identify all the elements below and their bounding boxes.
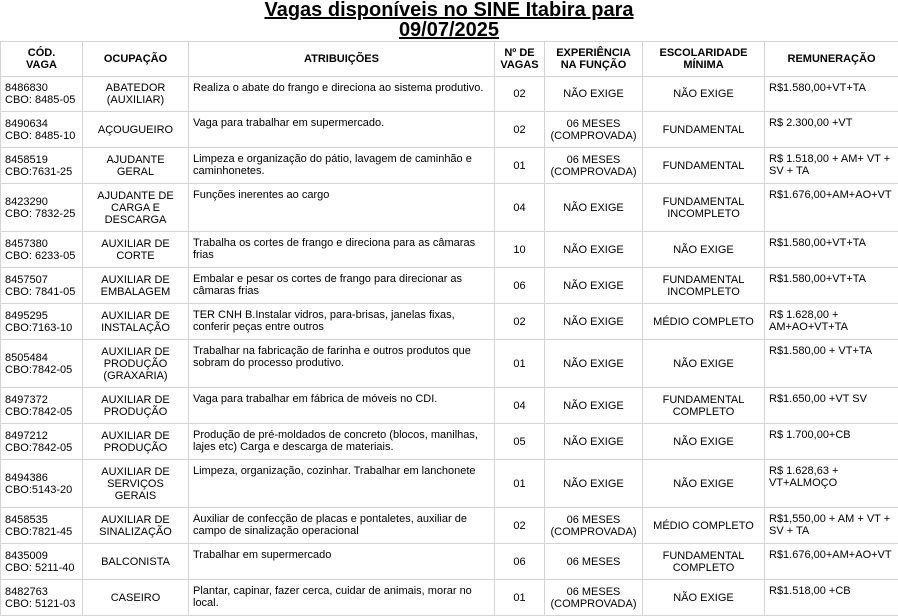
vacancy-code-cell: 8490634 CBO: 8485-10 (1, 112, 83, 148)
occupation-cell: AJUDANTE DE CARGA E DESCARGA (83, 184, 189, 232)
salary-cell: R$ 2.300,00 +VT (765, 112, 898, 148)
salary-cell: R$1.580,00+VT+TA (765, 268, 898, 304)
occupation-cell: AUXILIAR DE SINALIZAÇÃO (83, 508, 189, 544)
education-cell: FUNDAMENTAL INCOMPLETO (643, 268, 765, 304)
vacancy-count-cell: 10 (495, 232, 545, 268)
occupation-cell: AÇOUGUEIRO (83, 112, 189, 148)
salary-cell: R$1.650,00 +VT SV (765, 388, 898, 424)
education-cell: FUNDAMENTAL (643, 112, 765, 148)
vacancy-code-cell: 8435009 CBO: 5211-40 (1, 544, 83, 580)
vacancy-code-cell: 8458519 CBO:7631-25 (1, 148, 83, 184)
occupation-cell: AJUDANTE GERAL (83, 148, 189, 184)
duties-cell: Auxiliar de confecção de placas e pontaletes, auxiliar de campo de sinalização operacional (189, 508, 495, 544)
table-row (1, 268, 898, 304)
table-row (1, 388, 898, 424)
education-cell: NÃO EXIGE (643, 424, 765, 460)
header-escolaridade: ESCOLARIDADE MÍNIMA (643, 42, 765, 77)
table-row (1, 460, 898, 508)
occupation-cell: AUXILIAR DE CORTE (83, 232, 189, 268)
salary-cell: R$1,550,00 + AM + VT + SV + TA (765, 508, 898, 544)
education-cell: NÃO EXIGE (643, 232, 765, 268)
salary-cell: R$1.676,00+AM+AO+VT (765, 544, 898, 580)
table-row (1, 580, 898, 616)
vacancy-code-cell: 8458535 CBO:7821-45 (1, 508, 83, 544)
vacancy-count-cell: 04 (495, 184, 545, 232)
vacancy-code-cell: 8495295 CBO:7163-10 (1, 304, 83, 340)
vacancy-count-cell: 01 (495, 580, 545, 616)
header-ocupacao: OCUPAÇÃO (83, 42, 189, 77)
table-row (1, 304, 898, 340)
table-row (1, 424, 898, 460)
occupation-cell: AUXILIAR DE PRODUÇÃO (GRAXARIA) (83, 340, 189, 388)
duties-cell: Limpeza, organização, cozinhar. Trabalhar em lanchonete (189, 460, 495, 508)
vacancy-count-cell: 02 (495, 508, 545, 544)
vacancy-count-cell: 02 (495, 304, 545, 340)
salary-cell: R$1.518,00 +CB (765, 580, 898, 616)
experience-cell: NÃO EXIGE (545, 268, 643, 304)
education-cell: FUNDAMENTAL (643, 148, 765, 184)
salary-cell: R$ 1.628,63 + VT+ALMOÇO (765, 460, 898, 508)
education-cell: FUNDAMENTAL COMPLETO (643, 388, 765, 424)
vacancy-count-cell: 05 (495, 424, 545, 460)
table-row (1, 77, 898, 112)
duties-cell: Realiza o abate do frango e direciona ao sistema produtivo. (189, 77, 495, 112)
vacancy-code-cell: 8457380 CBO: 6233-05 (1, 232, 83, 268)
table-row (1, 544, 898, 580)
experience-cell: 06 MESES (545, 544, 643, 580)
duties-cell: Trabalhar na fabricação de farinha e outros produtos que sobram do processo produtivo. (189, 340, 495, 388)
duties-cell: Vaga para trabalhar em fábrica de móveis no CDI. (189, 388, 495, 424)
salary-cell: R$ 1.518,00 + AM+ VT + SV + TA (765, 148, 898, 184)
table-row (1, 112, 898, 148)
education-cell: MÉDIO COMPLETO (643, 304, 765, 340)
experience-cell: NÃO EXIGE (545, 232, 643, 268)
vacancy-count-cell: 02 (495, 112, 545, 148)
vacancy-code-cell: 8497212 CBO:7842-05 (1, 424, 83, 460)
vacancy-count-cell: 01 (495, 460, 545, 508)
header-remuneracao: REMUNERAÇÃO (765, 42, 898, 77)
education-cell: NÃO EXIGE (643, 340, 765, 388)
duties-cell: Embalar e pesar os cortes de frango para direcionar as câmaras frias (189, 268, 495, 304)
vacancy-count-cell: 04 (495, 388, 545, 424)
duties-cell: Vaga para trabalhar em supermercado. (189, 112, 495, 148)
table-row (1, 148, 898, 184)
table-row (1, 184, 898, 232)
table-row (1, 232, 898, 268)
duties-cell: TER CNH B.Instalar vidros, para-brisas, janelas fixas, conferir peças entre outros (189, 304, 495, 340)
table-row (1, 508, 898, 544)
occupation-cell: AUXILIAR DE EMBALAGEM (83, 268, 189, 304)
occupation-cell: BALCONISTA (83, 544, 189, 580)
experience-cell: NÃO EXIGE (545, 184, 643, 232)
salary-cell: R$1.580,00+VT+TA (765, 232, 898, 268)
vacancy-code-cell: 8457507 CBO: 7841-05 (1, 268, 83, 304)
education-cell: NÃO EXIGE (643, 580, 765, 616)
salary-cell: R$1.676,00+AM+AO+VT (765, 184, 898, 232)
header-cod-vaga: CÓD. VAGA (1, 42, 83, 77)
page-title: Vagas disponíveis no SINE Itabira para 09/07/2025 (0, 0, 898, 40)
experience-cell: NÃO EXIGE (545, 424, 643, 460)
occupation-cell: AUXILIAR DE INSTALAÇÃO (83, 304, 189, 340)
education-cell: FUNDAMENTAL COMPLETO (643, 544, 765, 580)
duties-cell: Plantar, capinar, fazer cerca, cuidar de animais, morar no local. (189, 580, 495, 616)
experience-cell: NÃO EXIGE (545, 77, 643, 112)
education-cell: MÉDIO COMPLETO (643, 508, 765, 544)
experience-cell: 06 MESES (COMPROVADA) (545, 148, 643, 184)
occupation-cell: CASEIRO (83, 580, 189, 616)
experience-cell: NÃO EXIGE (545, 304, 643, 340)
header-atribuicoes: ATRIBUIÇÕES (189, 42, 495, 77)
duties-cell: Funções inerentes ao cargo (189, 184, 495, 232)
occupation-cell: AUXILIAR DE PRODUÇÃO (83, 388, 189, 424)
duties-cell: Trabalhar em supermercado (189, 544, 495, 580)
education-cell: NÃO EXIGE (643, 77, 765, 112)
vacancy-code-cell: 8497372 CBO:7842-05 (1, 388, 83, 424)
salary-cell: R$ 1.628,00 + AM+AO+VT+TA (765, 304, 898, 340)
duties-cell: Produção de pré-moldados de concreto (blocos, manilhas, lajes etc) Carga e descarga de materiais. (189, 424, 495, 460)
education-cell: NÃO EXIGE (643, 460, 765, 508)
vacancy-code-cell: 8486830 CBO: 8485-05 (1, 77, 83, 112)
salary-cell: R$ 1.700,00+CB (765, 424, 898, 460)
header-n-vagas: Nº DE VAGAS (495, 42, 545, 77)
vacancy-code-cell: 8494386 CBO:5143-20 (1, 460, 83, 508)
occupation-cell: AUXILIAR DE PRODUÇÃO (83, 424, 189, 460)
experience-cell: 06 MESES (COMPROVADA) (545, 580, 643, 616)
experience-cell: 06 MESES (COMPROVADA) (545, 112, 643, 148)
job-vacancies-table (0, 41, 898, 616)
experience-cell: NÃO EXIGE (545, 388, 643, 424)
vacancy-code-cell: 8505484 CBO:7842-05 (1, 340, 83, 388)
vacancy-count-cell: 01 (495, 148, 545, 184)
duties-cell: Trabalha os cortes de frango e direciona para as câmaras frias (189, 232, 495, 268)
experience-cell: NÃO EXIGE (545, 340, 643, 388)
vacancy-count-cell: 01 (495, 340, 545, 388)
table-header-row (1, 42, 898, 77)
experience-cell: 06 MESES (COMPROVADA) (545, 508, 643, 544)
education-cell: FUNDAMENTAL INCOMPLETO (643, 184, 765, 232)
salary-cell: R$1.580,00 + VT+TA (765, 340, 898, 388)
vacancy-count-cell: 02 (495, 77, 545, 112)
vacancy-count-cell: 06 (495, 544, 545, 580)
table-row (1, 340, 898, 388)
experience-cell: NÃO EXIGE (545, 460, 643, 508)
occupation-cell: ABATEDOR (AUXILIAR) (83, 77, 189, 112)
vacancy-code-cell: 8423290 CBO: 7832-25 (1, 184, 83, 232)
duties-cell: Limpeza e organização do pátio, lavagem de caminhão e caminhonetes. (189, 148, 495, 184)
occupation-cell: AUXILIAR DE SERVIÇOS GERAIS (83, 460, 189, 508)
vacancy-code-cell: 8482763 CBO: 5121-03 (1, 580, 83, 616)
salary-cell: R$1.580,00+VT+TA (765, 77, 898, 112)
vacancy-count-cell: 06 (495, 268, 545, 304)
header-experiencia: EXPERIÊNCIA NA FUNÇÃO (545, 42, 643, 77)
